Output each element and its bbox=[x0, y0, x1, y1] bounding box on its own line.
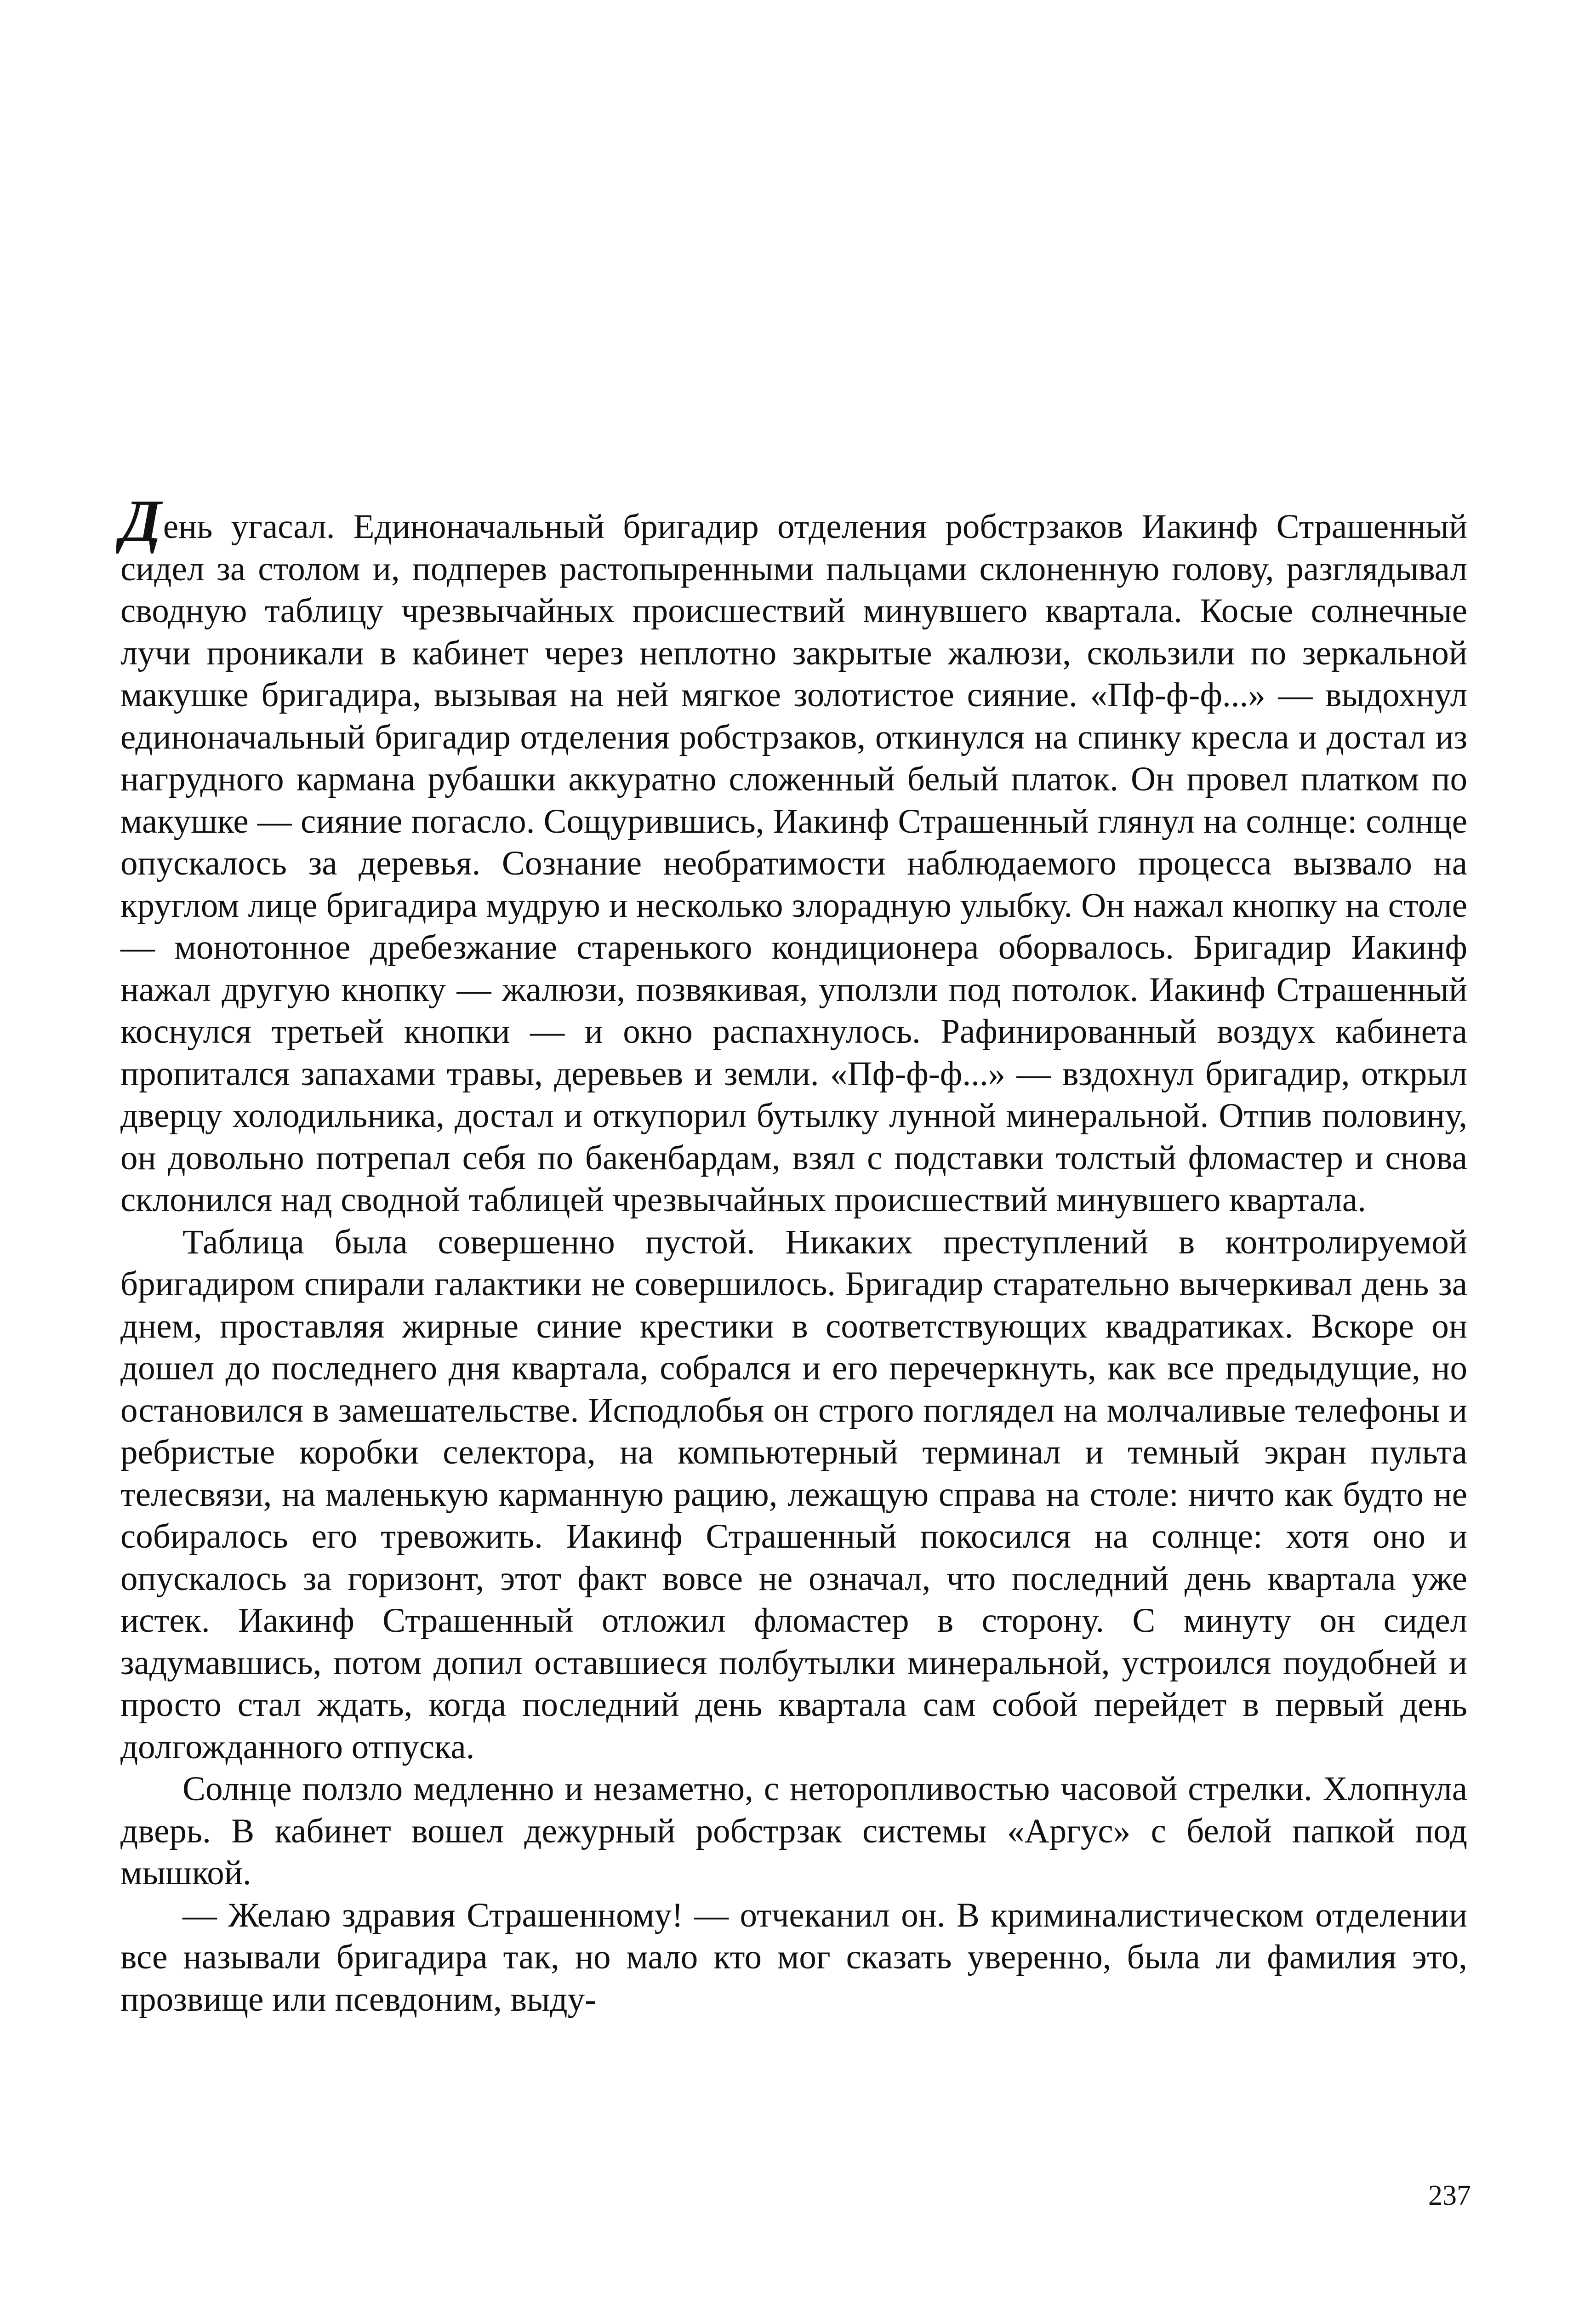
paragraph-2: Таблица была совершенно пустой. Никаких преступлений в контролируемой бригадиром спирали галактики не совершилось. Бригадир старательно вычеркивал день за днем, проставляя жирные синие крестики в соответствующих квадратиках. Вскоре он дошел до последнего дня квартала, собрался и его перечеркнуть, как все предыдущие, но остановился в замешательстве. Исподлобья он строго поглядел на молчаливые телефоны и ребристые коробки селектора, на компьютерный терминал и темный экран пульта телесвязи, на маленькую карманную рацию, лежащую справа на столе: ничто как будто не собиралось его тревожить. Иакинф Страшенный покосился на солнце: хотя оно и опускалось за горизонт, этот факт вовсе не означал, что последний день квартала уже истек. Иакинф Страшенный отложил фломастер в сторону. С минуту он сидел задумавшись, потом допил оставшиеся полбутылки минеральной, устроился поудобней и просто стал ждать, когда последний день квартала сам собой перейдет в первый день долгожданного отпуска. bbox=[120, 1223, 1467, 1766]
paragraph-1-text: ень угасал. Единоначальный бригадир отделения робстрзаков Иакинф Страшенный сидел за столом и, подперев растопыренными пальцами склоненную голову, разглядывал сводную таблицу чрезвычайных происшествий минувшего квартала. Косые солнечные лучи проникали в кабинет через неплотно закрытые жалюзи, скользили по зеркальной макушке бригадира, вызывая на ней мягкое золотистое сияние. «Пф-ф-ф...» — выдохнул единоначальный бригадир отделения робстрзаков, откинулся на спинку кресла и достал из нагрудного кармана рубашки аккуратно сложенный белый платок. Он провел платком по макушке — сияние погасло. Сощурившись, Иакинф Страшенный глянул на солнце: солнце опускалось за деревья. Сознание необратимости наблюдаемого процесса вызвало на круглом лице бригадира мудрую и несколько злорадную улыбку. Он нажал кнопку на столе — монотонное дребезжание старенького кондиционера оборвалось. Бригадир Иакинф нажал другую кнопку — жалюзи, позвякивая, уползли под потолок. Иакинф Страшенный коснулся третьей кнопки — и окно распахнулось. Рафинированный воздух кабинета пропитался запахами травы, деревьев и земли. «Пф-ф-ф...» — вздохнул бригадир, открыл дверцу холодильника, достал и откупорил бутылку лунной минеральной. Отпив половину, он довольно потрепал себя по бакенбардам, взял с подставки толстый фломастер и снова склонился над сводной таблицей чрезвычайных происшествий минувшего квартала. bbox=[120, 508, 1467, 1219]
body-text bbox=[120, 488, 1467, 2020]
page-number: 237 bbox=[1428, 2180, 1471, 2211]
paragraph-3: Солнце ползло медленно и незаметно, с неторопливостью часовой стрелки. Хлопнула дверь. В кабинет вошел дежурный робстрзак системы «Аргус» с белой папкой под мышкой. bbox=[120, 1770, 1467, 1892]
paragraph-1 bbox=[120, 488, 1467, 1221]
paragraph-4: — Желаю здравия Страшенному! — отчеканил он. В криминалистическом отделении все называли бригадира так, но мало кто мог сказать уверенно, была ли фамилия это, прозвище или псевдоним, выду- bbox=[120, 1896, 1467, 2019]
drop-cap: Д bbox=[120, 488, 161, 554]
